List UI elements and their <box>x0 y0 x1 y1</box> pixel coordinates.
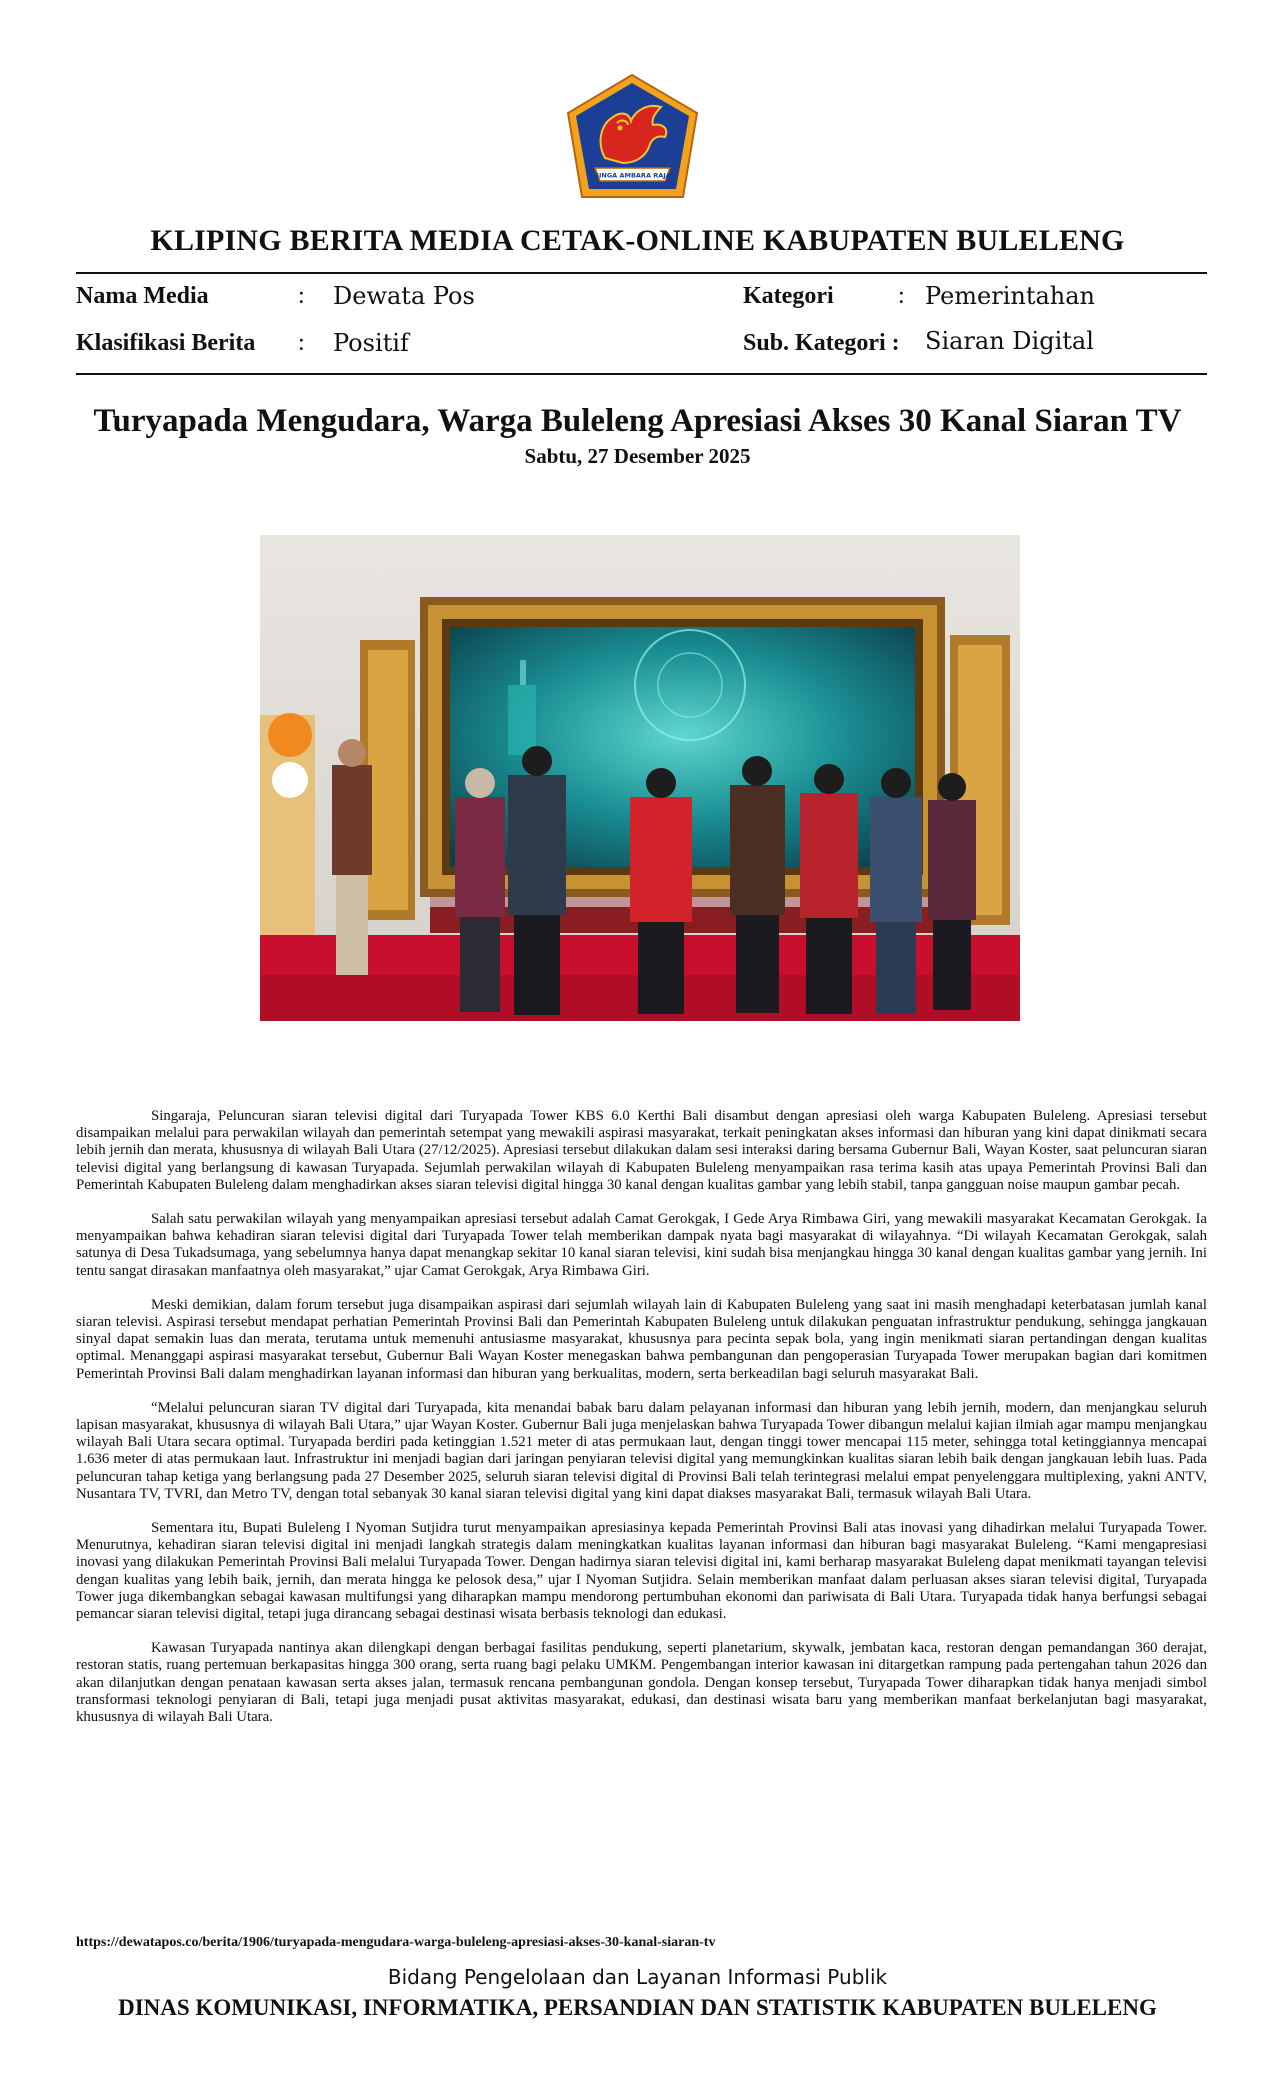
source-url: https://dewatapos.co/berita/1906/turyapada-mengudara-warga-buleleng-apresiasi-akses-30-kanal-siaran-tv <box>76 1935 716 1950</box>
nama-media-value: Dewata Pos <box>333 282 475 310</box>
footer-division: Bidang Pengelolaan dan Layanan Informasi Publik <box>387 1965 888 1989</box>
footer-agency: DINAS KOMUNIKASI, INFORMATIKA, PERSANDIAN DAN STATISTIK KABUPATEN BULELENG <box>118 1995 1157 2020</box>
article-date: Sabtu, 27 Desember 2025 <box>524 444 751 468</box>
header-bottom-rule <box>76 373 1207 375</box>
article-paragraph: Meski demikian, dalam forum tersebut juga disampaikan aspirasi dari sejumlah wilayah lain di Kabupaten Buleleng yang saat ini masih menghadapi keterbatasan jumlah kanal siaran televisi. Aspirasi tersebut mendapat perhatian Pemerintah Provinsi Bali dan Pemerintah Kabupaten Buleleng untuk dilakukan penguatan infrastruktur pendukung, sehingga jangkauan sinyal dapat semakin luas dan merata, terutama untuk memenuhi antusiasme masyarakat, khususnya para pecinta sepak bola, yang ingin menikmati siaran pertandingan dengan kualitas optimal. Menanggapi aspirasi masyarakat tersebut, Gubernur Bali Wayan Koster menegaskan bahwa pembangunan dan pengoperasian Turyapada Tower merupakan bagian dari komitmen Pemerintah Provinsi Bali dalam menghadirkan layanan informasi dan hiburan yang berkualitas, modern, serta berkeadilan bagi seluruh masyarakat Bali. <box>76 1296 1207 1382</box>
kategori-value: Pemerintahan <box>925 282 1096 310</box>
sub-kategori-label: Sub. Kategori : <box>743 330 900 356</box>
article-headline: Turyapada Mengudara, Warga Buleleng Apresiasi Akses 30 Kanal Siaran TV <box>93 403 1182 439</box>
kategori-label: Kategori <box>743 283 834 309</box>
clipping-header-title: KLIPING BERITA MEDIA CETAK-ONLINE KABUPATEN BULELENG <box>150 224 1125 257</box>
article-body <box>76 1108 1207 1743</box>
nama-media-colon: : <box>298 283 305 309</box>
buleleng-regency-emblem <box>565 73 700 201</box>
article-paragraph: Salah satu perwakilan wilayah yang menyampaikan apresiasi tersebut adalah Camat Gerokgak, I Gede Arya Rimbawa Giri, yang mewakili masyarakat Kecamatan Gerokgak. Ia menyampaikan bahwa kehadiran siaran televisi digital dari Turyapada Tower telah memberikan dampak nyata bagi masyarakat di wilayahnya. “Di wilayah Kecamatan Gerokgak, salah satunya di Desa Tukadsumaga, yang sebelumnya hanya dapat menangkap sekitar 10 kanal siaran televisi, kini sudah bisa menjangkau hingga 30 kanal dengan kualitas gambar yang jernih. Ini tentu sangat dirasakan manfaatnya oleh masyarakat,” ujar Camat Gerokgak, Arya Rimbawa Giri. <box>76 1211 1207 1279</box>
sub-kategori-value: Siaran Digital <box>925 327 1094 355</box>
nama-media-label: Nama Media <box>76 283 209 309</box>
kategori-colon: : <box>898 283 905 309</box>
article-paragraph: Sementara itu, Bupati Buleleng I Nyoman Sutjidra turut menyampaikan apresiasinya kepada Pemerintah Provinsi Bali atas inovasi yang dihadirkan melalui Turyapada Tower. Menurutnya, kehadiran siaran televisi digital ini menjadi langkah strategis dalam meningkatkan kualitas layanan informasi dan hiburan bagi masyarakat Buleleng. “Kami mengapresiasi inovasi yang dilakukan Pemerintah Provinsi Bali melalui Turyapada Tower. Dengan hadirnya siaran televisi digital ini, kami berharap masyarakat Buleleng dapat menikmati tayangan televisi dengan kualitas yang lebih baik, jernih, dan merata hingga ke pelosok desa,” ujar I Nyoman Sutjidra. Selain memberikan manfaat dalam perluasan akses siaran televisi digital, Turyapada Tower juga dikembangkan sebagai kawasan multifungsi yang diharapkan mampu mendorong pertumbuhan ekonomi dan pariwisata di Bali Utara. Turyapada tidak hanya berfungsi sebagai pemancar siaran televisi digital, tetapi juga dirancang sebagai destinasi wisata berbasis teknologi dan edukasi. <box>76 1520 1207 1623</box>
klasifikasi-berita-label: Klasifikasi Berita <box>76 330 256 356</box>
article-photo <box>260 535 1020 1021</box>
article-paragraph: “Melalui peluncuran siaran TV digital dari Turyapada, kita menandai babak baru dalam pelayanan informasi dan hiburan yang lebih jernih, modern, dan menjangkau seluruh lapisan masyarakat, khususnya di wilayah Bali Utara,” ujar Wayan Koster. Gubernur Bali juga menjelaskan bahwa Turyapada Tower dibangun melalui kajian ilmiah agar mampu menjangkau wilayah Bali Utara secara optimal. Turyapada berdiri pada ketinggian 1.521 meter di atas permukaan laut, dengan tinggi tower mencapai 115 meter, sehingga total ketinggiannya mencapai 1.636 meter di atas permukaan laut. Infrastruktur ini menjadi bagian dari jaringan penyiaran televisi digital yang memungkinkan kualitas siaran lebih baik dengan jangkauan lebih luas. Pada peluncuran tahap ketiga yang berlangsung pada 27 Desember 2025, seluruh siaran televisi digital di Provinsi Bali telah terintegrasi melalui empat penyelenggara multiplexing, yakni ANTV, Nusantara TV, TVRI, dan Metro TV, dengan total sebanyak 30 kanal siaran televisi digital yang kini dapat diakses masyarakat Bali, termasuk wilayah Bali Utara. <box>76 1399 1207 1502</box>
klasifikasi-berita-value: Positif <box>333 329 409 357</box>
article-paragraph: Kawasan Turyapada nantinya akan dilengkapi dengan berbagai fasilitas pendukung, seperti planetarium, skywalk, jembatan kaca, restoran dengan pemandangan 360 derajat, restoran statis, ruang pertemuan berkapasitas hingga 300 orang, serta ruang bagi pelaku UMKM. Pengembangan interior kawasan ini ditargetkan rampung pada pertengahan tahun 2026 dan akan dilanjutkan dengan penataan kawasan serta akses jalan, termasuk rencana pembangunan gondola. Dengan konsep tersebut, Turyapada Tower diharapkan tidak hanya menjadi simbol transformasi teknologi penyiaran di Bali, tetapi juga menjadi pusat aktivitas masyarakat, edukasi, dan destinasi wisata baru yang memberikan manfaat berkelanjutan bagi masyarakat, khususnya di wilayah Bali Utara. <box>76 1640 1207 1726</box>
article-paragraph: Singaraja, Peluncuran siaran televisi digital dari Turyapada Tower KBS 6.0 Kerthi Bali disambut dengan apresiasi oleh warga Kabupaten Buleleng. Apresiasi tersebut disampaikan melalui para perwakilan wilayah dan pemerintah setempat yang mewakili aspirasi masyarakat, terkait peningkatan akses informasi dan hiburan yang kini dapat dinikmati secara lebih jernih dan merata, khususnya di wilayah Bali Utara (27/12/2025). Apresiasi tersebut dilakukan dalam sesi interaksi daring bersama Gubernur Bali, Wayan Koster, saat peluncuran siaran televisi digital yang berlangsung di kawasan Turyapada. Sejumlah perwakilan wilayah di Kabupaten Buleleng menyampaikan rasa terima kasih atas upaya Pemerintah Provinsi Bali dan Pemerintah Kabupaten Buleleng dalam menghadirkan akses siaran televisi digital hingga 30 kanal dengan kualitas gambar yang lebih stabil, tanpa gangguan noise maupun gambar pecah. <box>76 1108 1207 1193</box>
header-top-rule <box>76 272 1207 274</box>
emblem-motto: SINGA AMBARA RAJA <box>594 171 671 180</box>
klasifikasi-berita-colon: : <box>298 330 305 356</box>
